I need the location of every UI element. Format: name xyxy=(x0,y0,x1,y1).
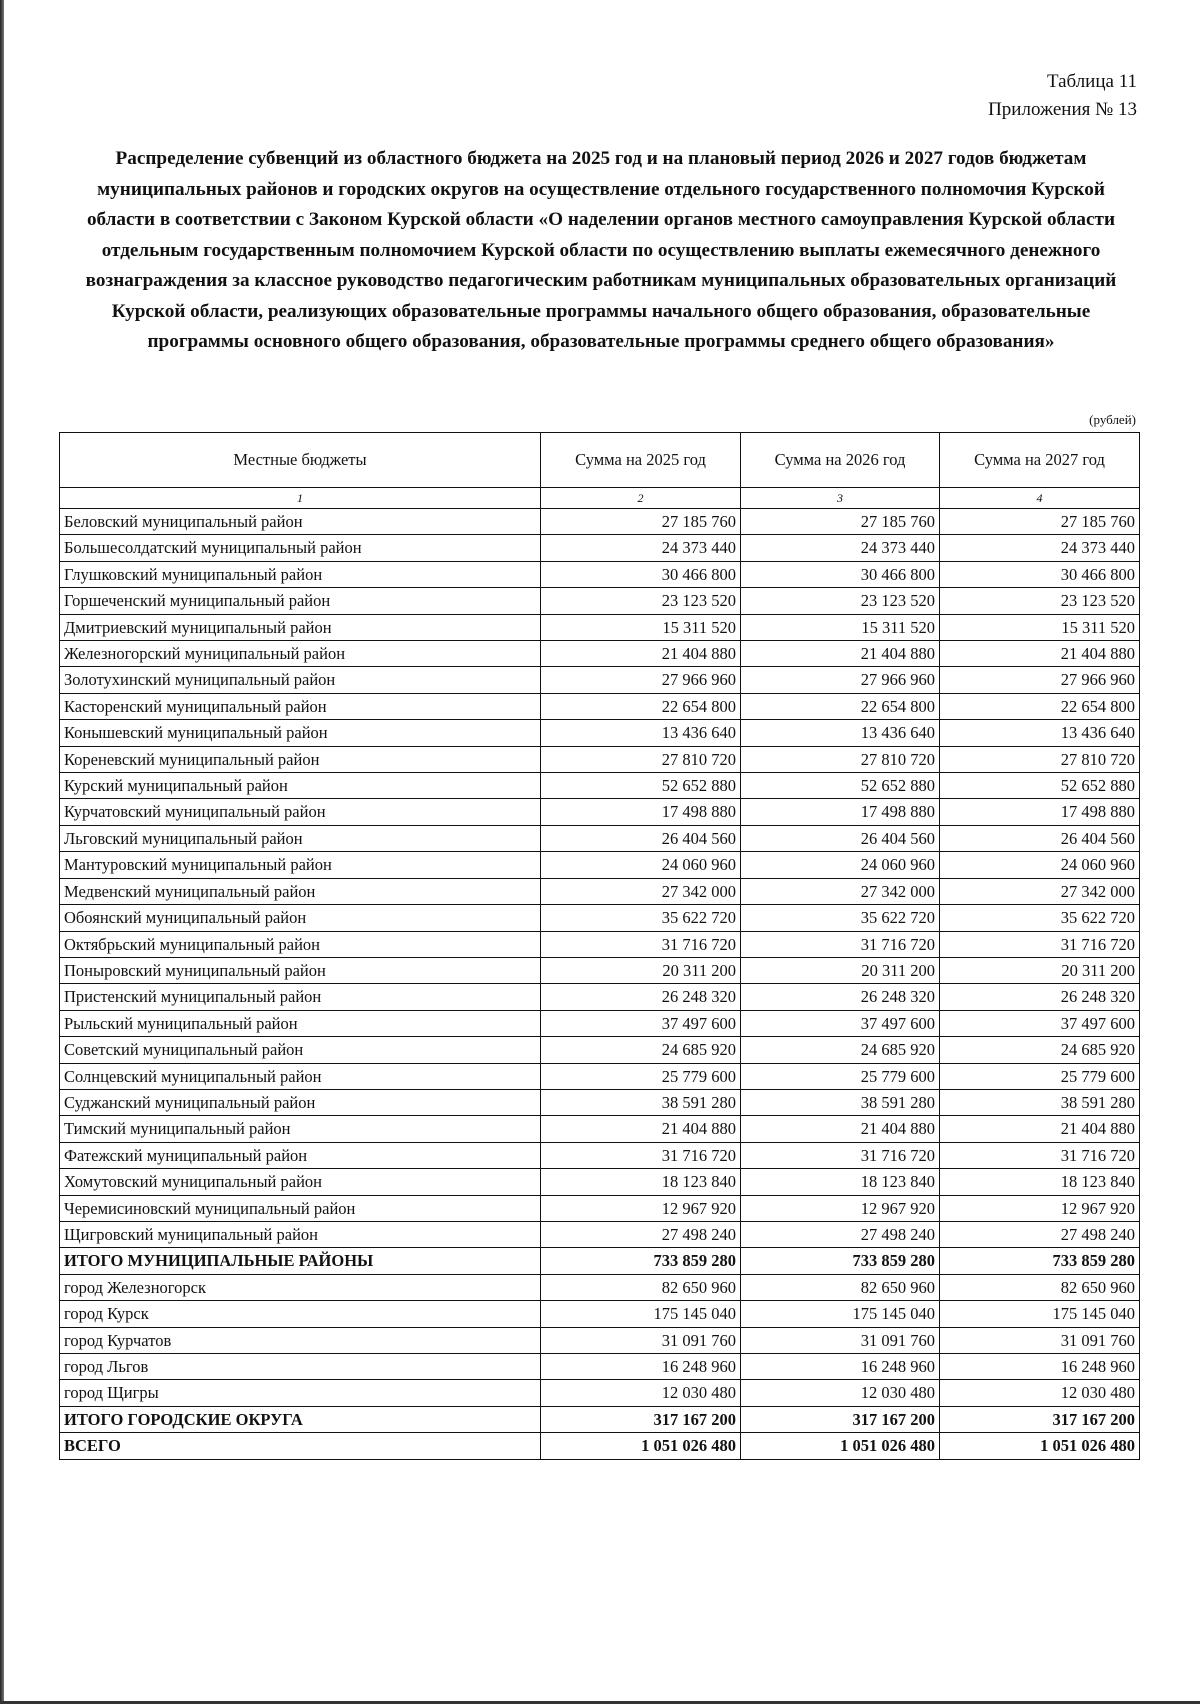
table-row xyxy=(60,1327,1140,1353)
budget-name-cell: Обоянский муниципальный район xyxy=(60,905,541,931)
amount-2027-cell: 27 966 960 xyxy=(940,667,1140,693)
budget-name-cell: Кореневский муниципальный район xyxy=(60,746,541,772)
column-number-row xyxy=(60,488,1140,509)
table-row xyxy=(60,905,1140,931)
budget-name-cell: Глушковский муниципальный район xyxy=(60,561,541,587)
amount-2027-cell: 23 123 520 xyxy=(940,588,1140,614)
amount-2025-cell: 12 967 920 xyxy=(541,1195,741,1221)
amount-2026-cell: 35 622 720 xyxy=(741,905,940,931)
amount-2025-cell: 37 497 600 xyxy=(541,1010,741,1036)
amount-2027-cell: 12 967 920 xyxy=(940,1195,1140,1221)
amount-2026-cell: 12 967 920 xyxy=(741,1195,940,1221)
table-row xyxy=(60,588,1140,614)
budget-name-cell: ВСЕГО xyxy=(60,1433,541,1459)
amount-2025-cell: 26 404 560 xyxy=(541,825,741,851)
budget-name-cell: Золотухинский муниципальный район xyxy=(60,667,541,693)
amount-2025-cell: 25 779 600 xyxy=(541,1063,741,1089)
amount-2027-cell: 24 685 920 xyxy=(940,1037,1140,1063)
amount-2025-cell: 27 185 760 xyxy=(541,509,741,535)
table-row xyxy=(60,957,1140,983)
budget-name-cell: Железногорский муниципальный район xyxy=(60,641,541,667)
amount-2027-cell: 25 779 600 xyxy=(940,1063,1140,1089)
amount-2026-cell: 24 060 960 xyxy=(741,852,940,878)
budget-name-cell: Конышевский муниципальный район xyxy=(60,720,541,746)
amount-2025-cell: 38 591 280 xyxy=(541,1089,741,1115)
amount-2026-cell: 16 248 960 xyxy=(741,1354,940,1380)
table-row xyxy=(60,720,1140,746)
budget-name-cell: Касторенский муниципальный район xyxy=(60,693,541,719)
amount-2026-cell: 24 685 920 xyxy=(741,1037,940,1063)
budget-name-cell: Курский муниципальный район xyxy=(60,773,541,799)
amount-2025-cell: 1 051 026 480 xyxy=(541,1433,741,1459)
amount-2027-cell: 38 591 280 xyxy=(940,1089,1140,1115)
table-row xyxy=(60,1274,1140,1300)
amount-2026-cell: 31 091 760 xyxy=(741,1327,940,1353)
table-row xyxy=(60,799,1140,825)
amount-2025-cell: 27 966 960 xyxy=(541,667,741,693)
column-header: Сумма на 2027 год xyxy=(940,433,1140,488)
amount-2027-cell: 733 859 280 xyxy=(940,1248,1140,1274)
amount-2027-cell: 31 091 760 xyxy=(940,1327,1140,1353)
amount-2025-cell: 24 060 960 xyxy=(541,852,741,878)
table-total-row xyxy=(60,1433,1140,1459)
amount-2026-cell: 21 404 880 xyxy=(741,1116,940,1142)
appendix-reference: Приложения № 13 xyxy=(988,99,1137,120)
budget-name-cell: Пристенский муниципальный район xyxy=(60,984,541,1010)
table-row xyxy=(60,1063,1140,1089)
document-reference xyxy=(988,68,1137,124)
column-number: 3 xyxy=(741,488,940,509)
amount-2026-cell: 733 859 280 xyxy=(741,1248,940,1274)
budget-name-cell: Курчатовский муниципальный район xyxy=(60,799,541,825)
budget-name-cell: Рыльский муниципальный район xyxy=(60,1010,541,1036)
amount-2026-cell: 24 373 440 xyxy=(741,535,940,561)
amount-2025-cell: 15 311 520 xyxy=(541,614,741,640)
table-row xyxy=(60,1010,1140,1036)
budget-name-cell: Фатежский муниципальный район xyxy=(60,1142,541,1168)
budget-name-cell: Дмитриевский муниципальный район xyxy=(60,614,541,640)
budget-name-cell: Беловский муниципальный район xyxy=(60,509,541,535)
table-row xyxy=(60,535,1140,561)
table-body xyxy=(60,509,1140,1460)
amount-2026-cell: 31 716 720 xyxy=(741,1142,940,1168)
amount-2027-cell: 18 123 840 xyxy=(940,1169,1140,1195)
column-header: Местные бюджеты xyxy=(60,433,541,488)
table-reference: Таблица 11 xyxy=(1046,71,1137,92)
budget-name-cell: Мантуровский муниципальный район xyxy=(60,852,541,878)
units-label: (рублей) xyxy=(1089,412,1136,427)
amount-2025-cell: 24 685 920 xyxy=(541,1037,741,1063)
amount-2025-cell: 13 436 640 xyxy=(541,720,741,746)
amount-2027-cell: 13 436 640 xyxy=(940,720,1140,746)
table-header-row xyxy=(60,433,1140,488)
amount-2027-cell: 31 716 720 xyxy=(940,931,1140,957)
scan-edge-left xyxy=(0,0,4,1704)
amount-2026-cell: 27 342 000 xyxy=(741,878,940,904)
amount-2025-cell: 27 342 000 xyxy=(541,878,741,904)
budget-name-cell: город Курчатов xyxy=(60,1327,541,1353)
amount-2027-cell: 82 650 960 xyxy=(940,1274,1140,1300)
table-row xyxy=(60,614,1140,640)
amount-2025-cell: 30 466 800 xyxy=(541,561,741,587)
budget-name-cell: город Льгов xyxy=(60,1354,541,1380)
amount-2026-cell: 20 311 200 xyxy=(741,957,940,983)
budget-name-cell: Суджанский муниципальный район xyxy=(60,1089,541,1115)
amount-2027-cell: 17 498 880 xyxy=(940,799,1140,825)
amount-2027-cell: 30 466 800 xyxy=(940,561,1140,587)
table-row xyxy=(60,1142,1140,1168)
amount-2027-cell: 26 404 560 xyxy=(940,825,1140,851)
budget-name-cell: ИТОГО ГОРОДСКИЕ ОКРУГА xyxy=(60,1406,541,1432)
amount-2025-cell: 82 650 960 xyxy=(541,1274,741,1300)
amount-2025-cell: 22 654 800 xyxy=(541,693,741,719)
table-row xyxy=(60,1380,1140,1406)
table-row xyxy=(60,852,1140,878)
budget-name-cell: Солнцевский муниципальный район xyxy=(60,1063,541,1089)
amount-2027-cell: 12 030 480 xyxy=(940,1380,1140,1406)
table-row xyxy=(60,641,1140,667)
amount-2027-cell: 24 060 960 xyxy=(940,852,1140,878)
table-row xyxy=(60,984,1140,1010)
budget-name-cell: Льговский муниципальный район xyxy=(60,825,541,851)
table-row xyxy=(60,1301,1140,1327)
amount-2026-cell: 12 030 480 xyxy=(741,1380,940,1406)
table-row xyxy=(60,931,1140,957)
budget-name-cell: Медвенский муниципальный район xyxy=(60,878,541,904)
table-row xyxy=(60,1221,1140,1247)
table-row xyxy=(60,746,1140,772)
amount-2025-cell: 18 123 840 xyxy=(541,1169,741,1195)
amount-2025-cell: 26 248 320 xyxy=(541,984,741,1010)
budget-name-cell: город Курск xyxy=(60,1301,541,1327)
amount-2025-cell: 31 716 720 xyxy=(541,1142,741,1168)
table-row xyxy=(60,509,1140,535)
table-row xyxy=(60,825,1140,851)
amount-2027-cell: 26 248 320 xyxy=(940,984,1140,1010)
table-total-row xyxy=(60,1248,1140,1274)
amount-2026-cell: 27 185 760 xyxy=(741,509,940,535)
table-row xyxy=(60,1089,1140,1115)
amount-2026-cell: 38 591 280 xyxy=(741,1089,940,1115)
table-row xyxy=(60,693,1140,719)
table-row xyxy=(60,878,1140,904)
amount-2026-cell: 317 167 200 xyxy=(741,1406,940,1432)
budget-name-cell: Советский муниципальный район xyxy=(60,1037,541,1063)
budget-name-cell: Черемисиновский муниципальный район xyxy=(60,1195,541,1221)
budget-name-cell: Тимский муниципальный район xyxy=(60,1116,541,1142)
amount-2025-cell: 12 030 480 xyxy=(541,1380,741,1406)
amount-2025-cell: 317 167 200 xyxy=(541,1406,741,1432)
amount-2026-cell: 27 810 720 xyxy=(741,746,940,772)
amount-2025-cell: 52 652 880 xyxy=(541,773,741,799)
amount-2026-cell: 22 654 800 xyxy=(741,693,940,719)
amount-2025-cell: 23 123 520 xyxy=(541,588,741,614)
amount-2027-cell: 27 342 000 xyxy=(940,878,1140,904)
budget-name-cell: Поныровский муниципальный район xyxy=(60,957,541,983)
amount-2026-cell: 1 051 026 480 xyxy=(741,1433,940,1459)
amount-2026-cell: 37 497 600 xyxy=(741,1010,940,1036)
budget-name-cell: Октябрьский муниципальный район xyxy=(60,931,541,957)
amount-2026-cell: 52 652 880 xyxy=(741,773,940,799)
table-row xyxy=(60,1037,1140,1063)
amount-2025-cell: 24 373 440 xyxy=(541,535,741,561)
table-row xyxy=(60,667,1140,693)
amount-2026-cell: 31 716 720 xyxy=(741,931,940,957)
column-number: 4 xyxy=(940,488,1140,509)
amount-2026-cell: 18 123 840 xyxy=(741,1169,940,1195)
amount-2025-cell: 175 145 040 xyxy=(541,1301,741,1327)
column-header: Сумма на 2025 год xyxy=(541,433,741,488)
amount-2027-cell: 22 654 800 xyxy=(940,693,1140,719)
amount-2026-cell: 17 498 880 xyxy=(741,799,940,825)
table-row xyxy=(60,1169,1140,1195)
amount-2025-cell: 27 810 720 xyxy=(541,746,741,772)
amount-2027-cell: 27 498 240 xyxy=(940,1221,1140,1247)
column-header: Сумма на 2026 год xyxy=(741,433,940,488)
amount-2026-cell: 21 404 880 xyxy=(741,641,940,667)
amount-2025-cell: 27 498 240 xyxy=(541,1221,741,1247)
budget-name-cell: Щигровский муниципальный район xyxy=(60,1221,541,1247)
budget-name-cell: город Щигры xyxy=(60,1380,541,1406)
column-number: 2 xyxy=(541,488,741,509)
amount-2026-cell: 27 966 960 xyxy=(741,667,940,693)
amount-2027-cell: 175 145 040 xyxy=(940,1301,1140,1327)
amount-2026-cell: 27 498 240 xyxy=(741,1221,940,1247)
amount-2026-cell: 25 779 600 xyxy=(741,1063,940,1089)
amount-2027-cell: 317 167 200 xyxy=(940,1406,1140,1432)
amount-2025-cell: 31 716 720 xyxy=(541,931,741,957)
amount-2025-cell: 35 622 720 xyxy=(541,905,741,931)
amount-2026-cell: 26 404 560 xyxy=(741,825,940,851)
budget-name-cell: ИТОГО МУНИЦИПАЛЬНЫЕ РАЙОНЫ xyxy=(60,1248,541,1274)
document-title: Распределение субвенций из областного бюджета на 2025 год и на плановый период 2026 и 2027 годов бюджетам муниципальных районов и городских округов на осуществление отдельного государственного полномочия Курской области в соответствии с Законом Курской области «О наделении органов местного самоуправления Курской области отдельным государственным полномочием Курской области по осуществлению выплаты ежемесячного денежного вознаграждения за классное руководство педагогическим работникам муниципальных образовательных организаций Курской области, реализующих образовательные программы начального общего образования, образовательные программы основного общего образования, образовательные программы среднего общего образования» xyxy=(85,148,1117,352)
amount-2026-cell: 82 650 960 xyxy=(741,1274,940,1300)
amount-2025-cell: 17 498 880 xyxy=(541,799,741,825)
amount-2027-cell: 27 185 760 xyxy=(940,509,1140,535)
amount-2026-cell: 175 145 040 xyxy=(741,1301,940,1327)
amount-2026-cell: 13 436 640 xyxy=(741,720,940,746)
amount-2025-cell: 21 404 880 xyxy=(541,641,741,667)
table-total-row xyxy=(60,1406,1140,1432)
amount-2026-cell: 15 311 520 xyxy=(741,614,940,640)
amount-2027-cell: 31 716 720 xyxy=(940,1142,1140,1168)
amount-2027-cell: 35 622 720 xyxy=(940,905,1140,931)
column-number: 1 xyxy=(60,488,541,509)
amount-2027-cell: 1 051 026 480 xyxy=(940,1433,1140,1459)
table-row xyxy=(60,561,1140,587)
amount-2027-cell: 21 404 880 xyxy=(940,1116,1140,1142)
amount-2027-cell: 27 810 720 xyxy=(940,746,1140,772)
amount-2026-cell: 30 466 800 xyxy=(741,561,940,587)
amount-2027-cell: 20 311 200 xyxy=(940,957,1140,983)
subvention-table xyxy=(59,432,1140,1460)
amount-2027-cell: 24 373 440 xyxy=(940,535,1140,561)
amount-2025-cell: 16 248 960 xyxy=(541,1354,741,1380)
budget-name-cell: город Железногорск xyxy=(60,1274,541,1300)
amount-2027-cell: 52 652 880 xyxy=(940,773,1140,799)
amount-2027-cell: 16 248 960 xyxy=(940,1354,1140,1380)
table-row xyxy=(60,1195,1140,1221)
amount-2027-cell: 15 311 520 xyxy=(940,614,1140,640)
amount-2026-cell: 26 248 320 xyxy=(741,984,940,1010)
table-row xyxy=(60,1116,1140,1142)
amount-2027-cell: 37 497 600 xyxy=(940,1010,1140,1036)
amount-2025-cell: 21 404 880 xyxy=(541,1116,741,1142)
table-row xyxy=(60,1354,1140,1380)
budget-name-cell: Горшеченский муниципальный район xyxy=(60,588,541,614)
amount-2025-cell: 20 311 200 xyxy=(541,957,741,983)
table-row xyxy=(60,773,1140,799)
budget-name-cell: Хомутовский муниципальный район xyxy=(60,1169,541,1195)
amount-2026-cell: 23 123 520 xyxy=(741,588,940,614)
amount-2025-cell: 31 091 760 xyxy=(541,1327,741,1353)
budget-name-cell: Большесолдатский муниципальный район xyxy=(60,535,541,561)
amount-2025-cell: 733 859 280 xyxy=(541,1248,741,1274)
amount-2027-cell: 21 404 880 xyxy=(940,641,1140,667)
